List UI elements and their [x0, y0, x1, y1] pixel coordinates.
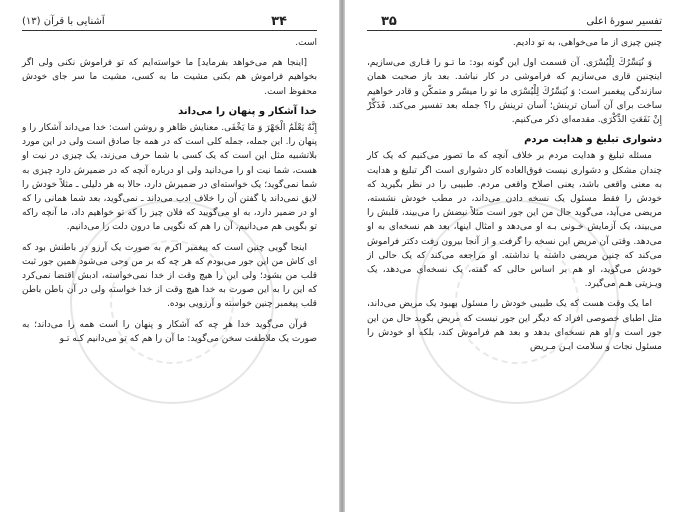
left-page-header [22, 10, 317, 31]
left-page [0, 0, 339, 512]
left-paragraph: است. [295, 38, 317, 48]
left-paragraph: [اینجا هم می‌خواهد بفرماید] ما خواسته‌ایم که تو فراموش نکنی ولی اگر بخواهیم فراموش هم بکنی مشیت ما به کسی، مشیت ما سر جای خودش محفوظ است. [22, 58, 317, 97]
right-section-heading: دشواری تبلیغ و هدایت مردم [524, 134, 662, 146]
left-page-number: ۳۴ [271, 14, 287, 29]
right-paragraph: چنین چیزی از ما می‌خواهی، به تو دادیم. [512, 38, 662, 48]
right-page [345, 0, 684, 512]
right-page-header-title: تفسیر سورهٔ اعلی [586, 16, 662, 27]
left-page-body [22, 36, 317, 352]
right-page-body [367, 36, 662, 360]
left-paragraph: قرآن می‌گوید خدا هر چه که آشکار و پنهان را است همه را می‌داند؛ به صورت یک ملاطفت سخن می‌گوید: ما آن را هم که تو می‌دانیم کـه تـو [22, 319, 317, 344]
left-paragraph: إِنَّهُ یَعْلَمُ الْجَهْرَ وَ مَا یَخْفَی. معنایش ظاهر و روشن است: خدا می‌داند آشکار را و پنهان را. این جمله، جمله کلی است که در همه جا صادق است ولی در این مورد بلاتشبیه مثل این است که یک کسی با شما حرف می‌زند، یک چیزی در نیت او هست، شما نیت او را می‌دانید ولی او درباره آنچه که در ضمیرش دارد چیزی به شما نمی‌گوید؛ یک خواسته‌ای در ضمیرش دارد، حالا به هر دلیلی ـ مثلاً خودش را لایق نمی‌داند یا گفتن آن را خلاف ادب می‌داند ـ نمی‌گوید، بعد شما همانی را که او در ضمیر دارد، به او می‌گویید که فلان چیز را که تو خواهیم داد، ما آنچه راکه تو بگویی هم می‌دانیم، آن را هم که نگویی ما درون دلت را می‌دانیم. [22, 123, 317, 233]
left-paragraph: اینجا گویی چنین است که پیغمبر اکرم به صورت یک آرزو در باطنش بود که ای کاش من این جور می‌بودم که هر چه که بر من وحی می‌شود همین جور ثبت قلب من بشود؛ ولی این را هیچ وقت از خدا نمی‌خواسته، ادبش اقتضا نمی‌کرد که این را به این صورت به خدا هیچ وقت از خدا خواسته ولی در آن باطن باطن قلب پیغمبر چنین خواسته و آرزویی بوده. [22, 242, 317, 310]
left-page-header-title: آشنایی با قرآن (۱۳) [22, 16, 105, 27]
right-paragraph: وَ نُیَسِّرُكَ لِلْیُسْرَی. آن قسمت اول این گونه بود: ما تـو را قـاری می‌سازیم، اینچنین قاری می‌سازیم که فراموشی در کار نباشد. بعد باز صحبت همان سازندگی پیغمبر است: وَ نُیَسِّرُكَ لِلْیُسْرَی ما تو را میسّر و متمکّن و قادر خواهیم ساخت برای آن آسان ترینش؛ آسان ترینش را؟ جمله بعد تفسیر می‌کند. فَذَكِّرْ إِنْ نَفَعَتِ الذِّكْرَی. مقدمه‌ای ذکر می‌کنیم. [367, 58, 662, 126]
left-section-heading: خدا آشکار و پنهان را می‌داند [178, 105, 317, 117]
right-paragraph: اما یک وقت هست که یک طبیبی خودش را مسئول بهبود یک مریض می‌داند، مثل اطبای خصوصی افراد که دیگر این جور نیست که مریض بگوید حال من این جور است و او هم نسخه‌ای بدهد و بعد هم فراموش کند، بلکه او خودش را مسئول نجات و سلامت ایـن مـریض [367, 299, 662, 353]
right-paragraph: مسئله تبلیغ و هدایت مردم بر خلاف آنچه که ما تصور می‌کنیم که یک کار چندان مشکل و دشواری نیست فوق‌العاده کار دشواری است اگر تبلیغ و هدایت به معنی واقعی باشد، یعنی اصلاح واقعی مردم. طبیبی را در نظر بگیرید که خودش را فقط مسئول یک نسخه دادن می‌داند، در مطب خودش نشسته، مریضی می‌آید، می‌گوید حال من این جور است مثلاً نبضش را می‌بیند، قلبش را می‌بیند، یک آزمایش خـونی بـه او می‌دهد و امثال اینها، بعد هم نسخه‌ای به او می‌دهد. وقتی آن مریض این نسخه را گرفت و از آنجا بیرون رفت دکتر فراموش می‌کند که چنین مریضی داشته یا نداشته. او مراجعه می‌کند که یک حالی از خودش می‌گوید، او هم بر اساس حالی که گفته، یک نسخه‌ای می‌دهد، یک ویـزیتی هـم می‌گیرد. [367, 151, 662, 290]
right-page-header [367, 10, 662, 31]
right-page-number: ۳۵ [381, 14, 397, 29]
